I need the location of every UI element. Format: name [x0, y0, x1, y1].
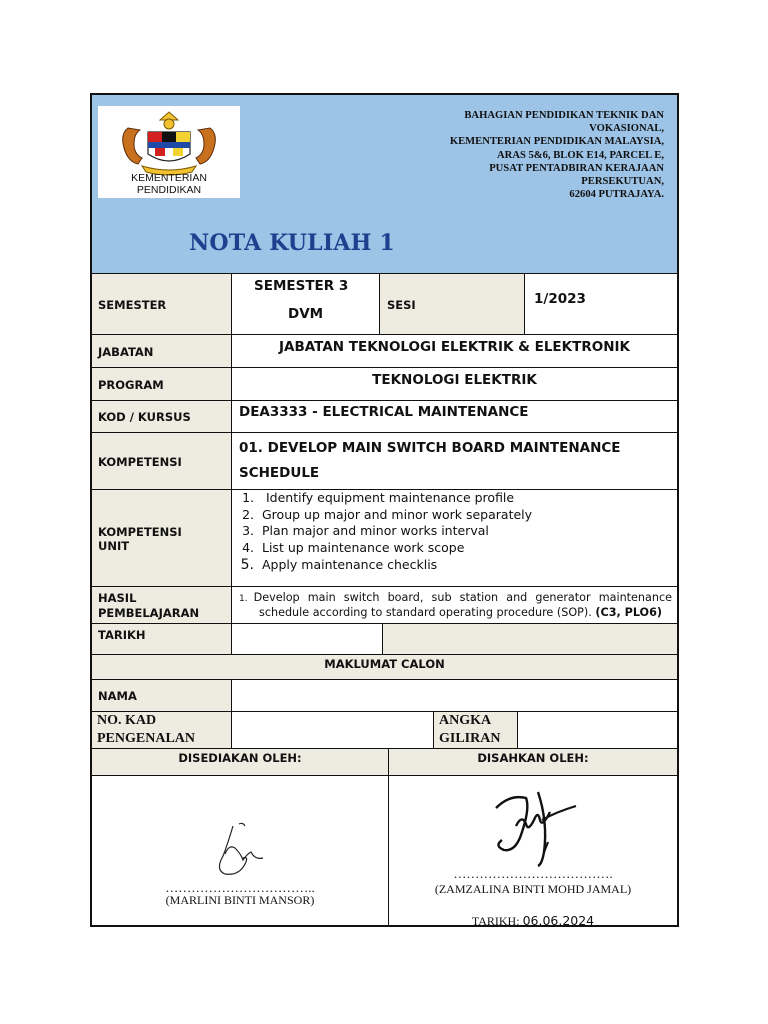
jabatan-value: JABATAN TEKNOLOGI ELEKTRIK & ELEKTRONIK — [279, 339, 630, 355]
angka-label — [434, 712, 518, 749]
sesi-value: 1/2023 — [534, 291, 586, 307]
hasil-line: schedule according to standard operating procedure (SOP). — [259, 606, 592, 619]
ministry-logo — [98, 106, 240, 198]
kompetensi-value — [239, 436, 621, 486]
left-signature-name: (MARLINI BINTI MANSOR) — [165, 893, 315, 907]
address-line: VOKASIONAL, — [589, 123, 664, 135]
maklumat-row — [92, 654, 677, 680]
signature-right-icon — [478, 786, 588, 870]
tarikh-label: TARIKH — [92, 624, 232, 655]
approval-date-label: TARIKH: — [471, 914, 523, 928]
angka-field[interactable] — [518, 712, 677, 749]
hasil-line: Develop main switch board, sub station and generator maintenance — [253, 591, 672, 604]
hasil-number: 1. — [239, 594, 248, 604]
address-line: BAHAGIAN PENDIDIKAN TEKNIK DAN — [464, 110, 664, 121]
address-line: ARAS 5&6, BLOK E14, PARCEL E, — [497, 149, 664, 161]
kompetensi-unit-list — [232, 490, 532, 574]
label-line: PENGENALAN — [97, 731, 196, 746]
nokad-field[interactable] — [232, 712, 434, 749]
signature-left-icon — [205, 820, 275, 880]
nama-label: NAMA — [92, 680, 232, 712]
nama-field[interactable] — [232, 680, 677, 712]
disahkan-label: DISAHKAN OLEH: — [477, 751, 589, 765]
approval-date-value: 06.06.2024 — [522, 913, 595, 928]
kod-value: DEA3333 - ELECTRICAL MAINTENANCE — [239, 404, 529, 420]
jabatan-label: JABATAN — [92, 335, 232, 368]
label-line: KOMPETENSI — [98, 524, 182, 539]
kompetensi-line: 01. DEVELOP MAIN SWITCH BOARD MAINTENANCE — [239, 440, 621, 456]
kompetensi-unit-row — [92, 489, 677, 587]
maklumat-label: MAKLUMAT CALON — [324, 657, 445, 671]
address-line: 62604 PUTRAJAYA. — [569, 189, 664, 201]
right-signature-dots: ………………………………. — [453, 866, 613, 881]
approval-date — [389, 910, 677, 929]
semester-label: SEMESTER — [92, 274, 232, 335]
list-item: 5. Apply maintenance checklis — [240, 557, 438, 573]
signature-header-row — [92, 748, 677, 776]
label-line: PEMBELAJARAN — [98, 605, 200, 620]
label-line: GILIRAN — [439, 731, 501, 746]
label-line: ANGKA — [439, 713, 492, 728]
hasil-value — [239, 591, 672, 620]
signature-divider — [388, 774, 389, 925]
list-item: 4. List up maintenance work scope — [242, 539, 465, 555]
nokad-label — [92, 712, 232, 749]
left-signature-dots: …………………………….. — [165, 880, 315, 895]
semester-value-line: DVM — [288, 306, 324, 322]
label-line: NO. KAD — [97, 713, 157, 728]
hasil-label — [92, 587, 232, 624]
kod-row — [92, 400, 677, 433]
disediakan-label: DISEDIAKAN OLEH: — [178, 751, 302, 765]
right-signature-name: (ZAMZALINA BINTI MOHD JAMAL) — [434, 882, 632, 896]
logo-label: KEMENTERIAN PENDIDIKAN — [131, 172, 207, 196]
address-line: PUSAT PENTADBIRAN KERAJAAN — [489, 162, 664, 174]
hasil-code: (C3, PLO6) — [595, 606, 662, 619]
document-title: NOTA KULIAH 1 — [189, 230, 395, 256]
list-item: 3. Plan major and minor works interval — [242, 523, 489, 538]
kompetensi-line: SCHEDULE — [239, 465, 320, 481]
hasil-row — [92, 586, 677, 624]
kompetensi-row — [92, 432, 677, 490]
tarikh-value-cell[interactable] — [232, 624, 383, 655]
label-line: UNIT — [98, 538, 130, 553]
address-line: PERSEKUTUAN, — [581, 176, 664, 188]
program-label: PROGRAM — [92, 368, 232, 401]
list-item: 1. Identify equipment maintenance profile — [242, 490, 515, 505]
semester-value-line: SEMESTER 3 — [254, 278, 349, 294]
nama-row — [92, 679, 677, 712]
label-line: HASIL — [98, 590, 137, 605]
jabatan-row — [92, 334, 677, 368]
address-line: KEMENTERIAN PENDIDIKAN MALAYSIA, — [449, 136, 664, 148]
tarikh-row — [92, 623, 677, 655]
ministry-address — [384, 109, 664, 201]
sesi-label: SESI — [380, 274, 525, 335]
semester-row — [92, 273, 677, 335]
list-item: 2. Group up major and minor work separately — [242, 506, 533, 522]
semester-value — [232, 274, 380, 335]
tarikh-shaded-cell — [383, 624, 677, 655]
program-value: TEKNOLOGI ELEKTRIK — [372, 372, 537, 388]
kod-label: KOD / KURSUS — [92, 401, 232, 433]
kompetensi-unit-label — [92, 490, 232, 587]
kompetensi-label: KOMPETENSI — [92, 433, 232, 490]
program-row — [92, 367, 677, 401]
nokad-row — [92, 711, 677, 749]
